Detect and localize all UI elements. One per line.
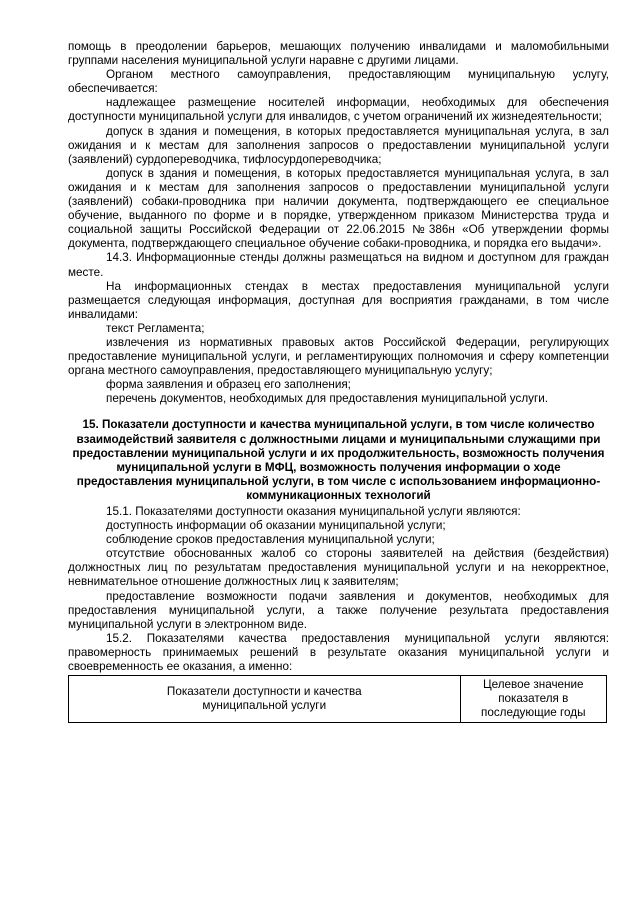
- paragraph: отсутствие обоснованных жалоб со стороны заявителей на действия (бездействия) должностных лиц по результатам предоставления муниципальной услуги и на некорректное, невнимательное отношение должностных лиц к заявителям;: [68, 547, 609, 589]
- table-header-target-line: показателя в: [498, 692, 569, 706]
- paragraph: надлежащее размещение носителей информации, необходимых для обеспечения доступности муниципальной услуги для инвалидов, с учетом ограничений их жизнедеятельности;: [68, 96, 609, 124]
- paragraph: перечень документов, необходимых для предоставления муниципальной услуги.: [106, 392, 549, 406]
- paragraph: 15.2. Показателями качества предоставления муниципальной услуги являются: правомерность принимаемых решений в результате оказания муниципальной услуги и своевременность ее оказания, а именно:: [68, 631, 609, 674]
- paragraph: извлечения из нормативных правовых актов Российской Федерации, регулирующих предоставление муниципальной услуги, и регламентирующих полномочия и сферу компетенции органа местного самоуправления, предоставляющего муниципальную услугу;: [68, 335, 609, 378]
- paragraph: Органом местного самоуправления, предоставляющим муниципальную услугу, обеспечивается:: [68, 68, 609, 96]
- table-header-target-value: [460, 676, 606, 723]
- body-text-bottom: [68, 505, 609, 674]
- table-header-target-line: Целевое значение: [482, 678, 584, 692]
- table-header-target-line: последующие годы: [480, 706, 586, 720]
- paragraph: 14.3. Информационные стенды должны размещаться на видном и доступном для граждан месте.: [68, 251, 609, 279]
- section-15-heading: 15. Показатели доступности и качества муниципальной услуги, в том числе количество взаимодействий заявителя с должностными лицами и муниципальными служащими при предоставлении муниципальной услуги и их продолжительность, возможность получения муниципальной услуги в МФЦ, возможность получения информации о ходе предоставления муниципальной услуги, в том числе с использованием информационно-коммуникационных технологий: [72, 418, 605, 502]
- paragraph: помощь в преодолении барьеров, мешающих получению инвалидами и маломобильными группами населения муниципальной услуги наравне с другими лицами.: [68, 40, 609, 68]
- paragraph: 15.1. Показателями доступности оказания муниципальной услуги являются:: [106, 505, 521, 518]
- paragraph: текст Регламента;: [106, 321, 205, 335]
- body-text-top: [68, 40, 609, 406]
- paragraph: допуск в здания и помещения, в которых предоставляется муниципальная услуга, в зал ожидания и к местам для заполнения запросов о предоставлении муниципальной услуги (заявлений) сурдопереводчика, тифлосурдопереводчика;: [68, 124, 609, 166]
- table-header-indicators-line: муниципальной услуги: [202, 699, 327, 713]
- paragraph: доступность информации об оказании муниципальной услуги;: [106, 519, 446, 533]
- paragraph: На информационных стендах в местах предоставления муниципальной услуги размещается следующая информация, доступная для восприятия гражданами, в том числе инвалидами:: [68, 279, 609, 321]
- paragraph: допуск в здания и помещения, в которых предоставляется муниципальная услуга, в зал ожидания и к местам для заполнения запросов о предоставлении муниципальной услуги (заявлений) собаки-проводника при наличии документа, подтверждающего ее специальное обучение, выданного по форме и в порядке, утвержденном приказом Министерства труда и социальной защиты Российской Федерации от 22.06.2015 №386н «Об утверждении формы документа, подтверждающего специальное обучение собаки-проводника, и порядка его выдачи».: [68, 166, 609, 251]
- table-header-indicators: [69, 676, 461, 723]
- paragraph: соблюдение сроков предоставления муниципальной услуги;: [106, 533, 435, 547]
- paragraph: форма заявления и образец его заполнения;: [106, 378, 351, 392]
- table-header-indicators-line: Показатели доступности и качества: [166, 685, 362, 699]
- indicators-table: [68, 675, 607, 723]
- paragraph: предоставление возможности подачи заявления и документов, необходимых для предоставления муниципальной услуги, а также получение результата предоставления муниципальной услуги в электронном виде.: [68, 589, 609, 631]
- document-page: [68, 40, 609, 723]
- table-header-row: [69, 676, 607, 723]
